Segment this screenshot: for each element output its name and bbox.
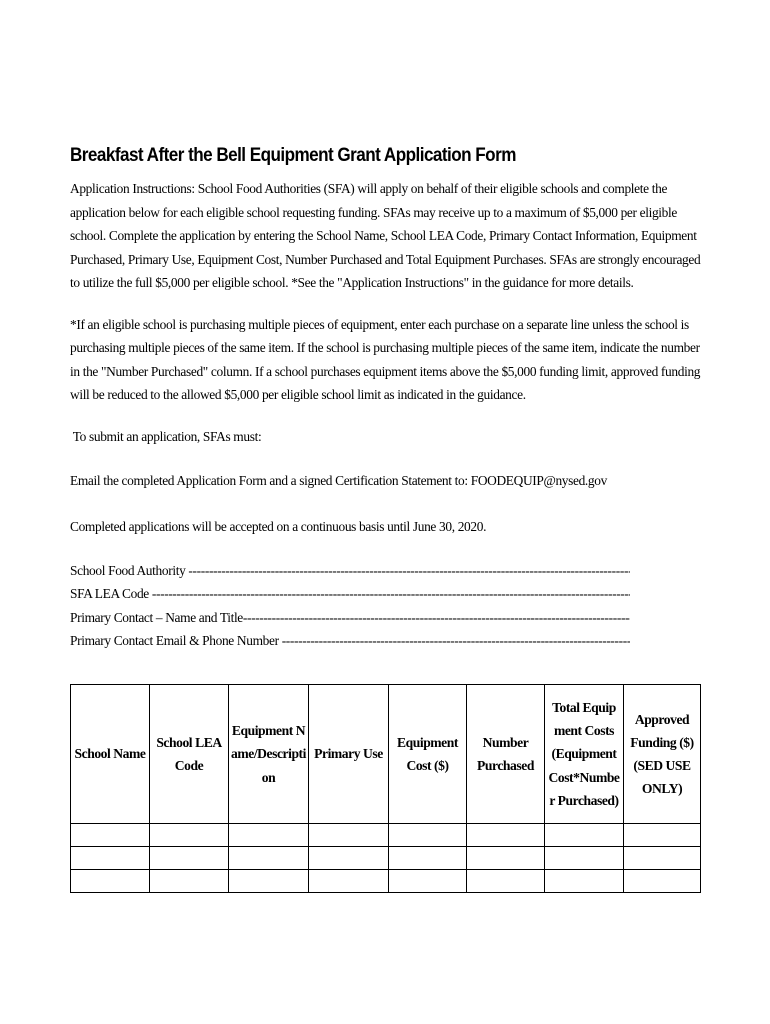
table-cell[interactable] xyxy=(467,870,545,893)
table-cell[interactable] xyxy=(389,824,467,847)
table-cell[interactable] xyxy=(229,870,309,893)
header-school-lea-code: School LEA Code xyxy=(150,685,229,824)
lea-code-field-line xyxy=(152,586,630,601)
header-approved-funding: Approved Funding ($) (SED USE ONLY) xyxy=(624,685,701,824)
equipment-table xyxy=(70,684,701,893)
table-cell[interactable] xyxy=(150,870,229,893)
table-cell[interactable] xyxy=(229,824,309,847)
table-cell[interactable] xyxy=(624,824,701,847)
sfa-field-label: School Food Authority xyxy=(70,563,189,578)
sfa-field-line xyxy=(188,563,630,578)
sfa-field[interactable] xyxy=(70,559,630,582)
header-equipment-cost: Equipment Cost ($) xyxy=(389,685,467,824)
table-cell[interactable] xyxy=(71,870,150,893)
table-cell[interactable] xyxy=(150,847,229,870)
table-cell[interactable] xyxy=(71,824,150,847)
table-row xyxy=(71,870,701,893)
table-cell[interactable] xyxy=(624,847,701,870)
header-school-name: School Name xyxy=(71,685,150,824)
header-primary-use: Primary Use xyxy=(309,685,389,824)
table-cell[interactable] xyxy=(389,847,467,870)
table-row xyxy=(71,824,701,847)
table-cell[interactable] xyxy=(309,870,389,893)
table-row xyxy=(71,847,701,870)
contact-email-phone-field-label: Primary Contact Email & Phone Number xyxy=(70,632,282,648)
primary-contact-field-line xyxy=(243,610,630,625)
lea-code-field[interactable] xyxy=(70,582,630,605)
header-total-equipment-costs: Total Equipment Costs (Equipment Cost*Number Purchased) xyxy=(545,685,624,824)
table-cell[interactable] xyxy=(389,870,467,893)
header-number-purchased: Number Purchased xyxy=(467,685,545,824)
table-cell[interactable] xyxy=(309,847,389,870)
table-cell[interactable] xyxy=(309,824,389,847)
multiple-equipment-note: *If an eligible school is purchasing multiple pieces of equipment, enter each purchase on a separate line unless the school is purchasing multiple pieces of the same item. If the school is purchasing multiple pieces of the same item, indicate the number in the "Number Purchased" column. If a school purchases equipment items above the $5,000 funding limit, approved funding will be reduced to the allowed $5,000 per eligible school limit as indicated in the guidance. xyxy=(70,316,701,402)
table-cell[interactable] xyxy=(71,847,150,870)
application-instructions: Application Instructions: School Food Authorities (SFA) will apply on behalf of their eligible schools and complete the application below for each eligible school requesting funding. SFAs may receive up to a maximum of $5,000 per eligible school. Complete the application by entering the School Name, School LEA Code, Primary Contact Information, Equipment Purchased, Primary Use, Equipment Cost, Number Purchased and Total Equipment Purchases. SFAs are strongly encouraged to utilize the full $5,000 per eligible school. *See the "Application Instructions" in the guidance for more details. xyxy=(70,181,701,290)
table-cell[interactable] xyxy=(545,824,624,847)
table-cell[interactable] xyxy=(467,847,545,870)
page-title: Breakfast After the Bell Equipment Grant Application Form xyxy=(70,145,516,166)
contact-email-phone-field-line xyxy=(282,633,630,648)
table-header-row xyxy=(71,685,701,824)
form-document xyxy=(70,145,702,652)
table-cell[interactable] xyxy=(150,824,229,847)
table-cell[interactable] xyxy=(545,870,624,893)
table-cell[interactable] xyxy=(545,847,624,870)
primary-contact-field-label: Primary Contact – Name and Title xyxy=(70,609,243,625)
table-cell[interactable] xyxy=(624,870,701,893)
table-cell[interactable] xyxy=(467,824,545,847)
deadline-statement: Completed applications will be accepted on a continuous basis until June 30, 2020. xyxy=(70,518,487,534)
submit-intro: To submit an application, SFAs must: xyxy=(70,428,262,444)
primary-contact-field[interactable] xyxy=(70,606,630,629)
table-cell[interactable] xyxy=(229,847,309,870)
contact-email-phone-field[interactable] xyxy=(70,629,630,652)
lea-code-field-label: SFA LEA Code xyxy=(70,586,152,602)
header-equipment-name: Equipment Name/Description xyxy=(229,685,309,824)
email-instruction: Email the completed Application Form and a signed Certification Statement to: FOODEQUIP@nysed.gov xyxy=(70,473,607,488)
